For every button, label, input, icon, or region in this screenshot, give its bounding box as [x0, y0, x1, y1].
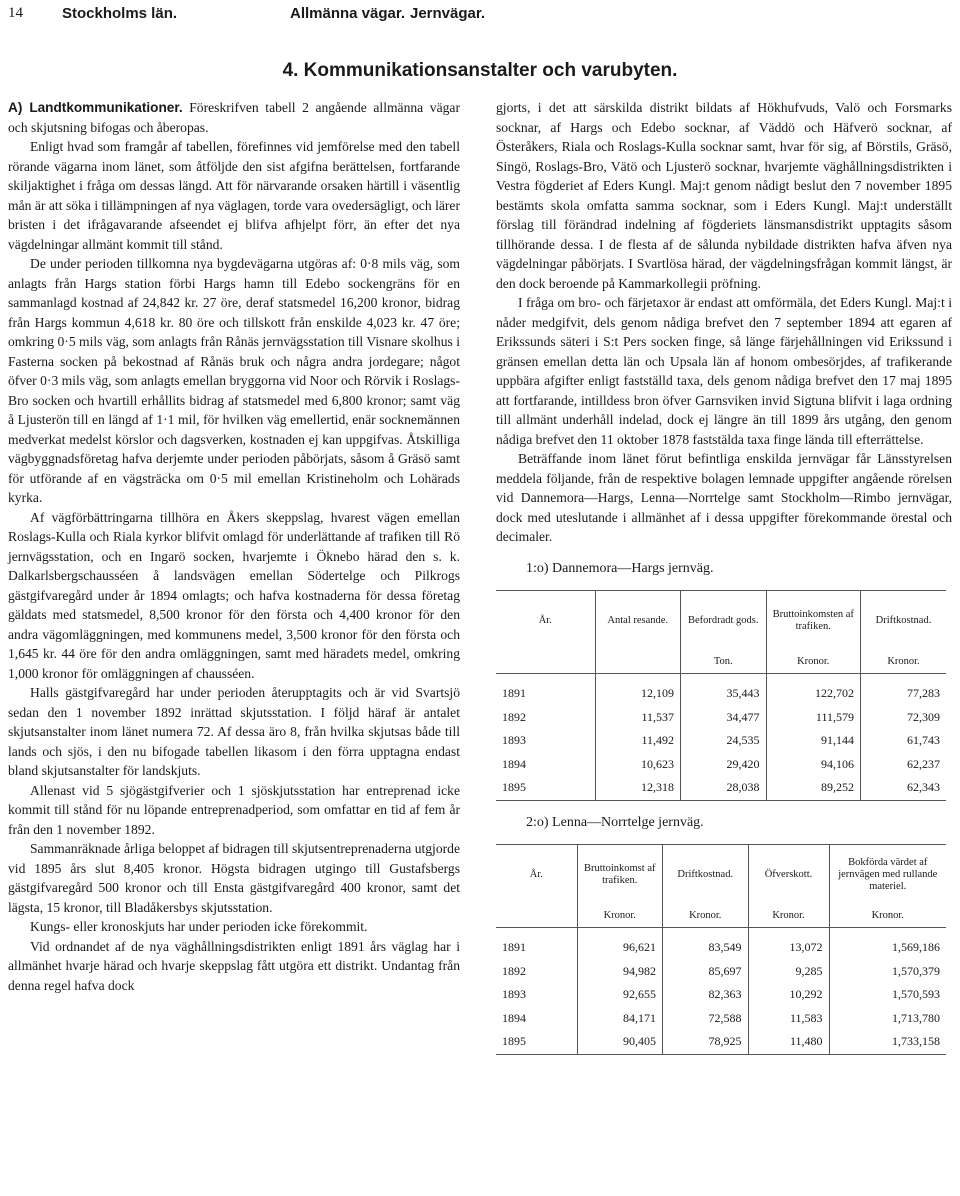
column-header: Driftkostnad. [663, 845, 749, 906]
column-header: Öfverskott. [748, 845, 829, 906]
paragraph: A) Landtkommunikationer. Föreskrifven tabell 2 angående allmänna vägar och skjutsning bifogas och åberopas. [8, 100, 460, 135]
table-dannemora-hargs [496, 590, 946, 801]
column-header: Bokförda värdet af jernvägen med rullande materiel. [829, 845, 946, 906]
table-row: 1893 92,655 82,363 10,292 1,570,593 [496, 983, 946, 1007]
paragraph: Kungs- eller kronoskjuts har under perioden icke förekommit. [30, 919, 368, 934]
paragraph: Vid ordnandet af de nya väghållningsdistrikten enligt 1891 års väglag har i allmänhet hvarje härad och hvarje skeppslag fått utgöra ett distrikt. Undantag från denna regel hafva dock [8, 938, 460, 993]
header-county: Stockholms län. [62, 5, 178, 22]
table-row: 1895 12,318 28,038 89,252 62,343 [496, 776, 946, 800]
page-number: 14 [8, 5, 23, 21]
table-row: 1894 84,171 72,588 11,583 1,713,780 [496, 1007, 946, 1031]
paragraph: Allenast vid 5 sjögästgifverier och 1 sjöskjutsstation har entreprenad icke kommit till stånd för nu löpande entreprenadperiod, som omfattar en tid af fem år från den 1 november 1892. [8, 782, 460, 837]
table-row: 1891 96,621 83,549 13,072 1,569,186 [496, 928, 946, 960]
unit-header: Kronor. [577, 905, 663, 928]
unit-header: Kronor. [829, 905, 946, 928]
column-header: Bruttoinkomst af trafiken. [577, 845, 663, 906]
table1-caption: 1:o) Dannemora—Hargs jernväg. [526, 560, 714, 576]
unit-header [595, 651, 681, 674]
header-topic: Allmänna vägar. [290, 5, 406, 22]
table-row: 1892 94,982 85,697 9,285 1,570,379 [496, 960, 946, 984]
unit-header [496, 905, 577, 928]
table-row: 1893 11,492 24,535 91,144 61,743 [496, 729, 946, 753]
column-header: År. [538, 615, 552, 626]
left-column [8, 98, 460, 995]
column-header: Befordradt gods. [681, 591, 767, 652]
header-subtopic: Jernvägar. [410, 5, 486, 22]
column-header: Driftkostnad. [861, 591, 947, 652]
table-row: 1891 12,109 35,443 122,702 77,283 [496, 674, 946, 706]
unit-header [496, 651, 595, 674]
paragraph: De under perioden tillkomna nya bygdevägarna utgöras af: 0·8 mils väg, som anlagts från Hargs station förbi Hargs hamn till Edebo sockengräns för en sammanlagd kostnad af 24,842 kr. 27 öre, deraf statsmedel 16,200 kronor, bidrag från Hargs kommun 4,618 kr. 80 öre och tillskott från enskilde 4,023 kr. 47 öre; omkring 0·5 mils väg, som anlagts från Rånäs jernvägsstation till Visnare skolhus i Fasterna socken på bekostnad af Rånäs bruk och några andra jordegare; något öfver 0·3 mils väg, som anlagts emellan bryggorna vid Noor och Rörvik i Roslags-Bro socken och hvartill erhållits bidrag af statsmedel med 6,800 kronor; samt väg å Ljusterön till en längd af 1·1 mil, för hvilken väg emellertid, enär socknemännen medverkat medelst körslor och dagsverken, kostnaden ej kan uppgifvas. Åtskilliga vägbyggnadsföretag hafva derjemte under perioden påbörjats, såsom å Gräsö samt för utförande af en vägsträcka om 0·5 mil emellan Kristineholm och Lohärads kyrka. [8, 256, 460, 505]
lead-heading: A) Landtkommunikationer. [8, 100, 183, 115]
table-row: 1894 10,623 29,420 94,106 62,237 [496, 753, 946, 777]
column-header: Bruttoinkomsten af trafiken. [766, 591, 861, 652]
unit-header: Kronor. [663, 905, 749, 928]
paragraph: gjorts, i det att särskilda distrikt bildats af Hökhufvuds, Valö och Forsmarks socknar, af Hargs och Edebo socknar, af Väddö och Häfverö socknar, af Österåkers, Riala och Roslags-Kulla socknar samt, hvar för sig, af Börstils, Gräsö, Singö, Roslags-Bro, Vätö och Ljusterö socknar, hvarjemte väghållningsdistrikten i Vestra fögderiet af Eders Kungl. Maj:t genom nådigt beslut den 7 november 1895 bestämts skola omfatta samma socknar, som i Eders Kungl. Maj:t underställt förslag till förändrad indelning af fögderiets länsmansdistrikt upptagits såsom tillhörande dessa. I de flesta af de sålunda nybildade distrikten hafva äfven nya vägdelningar påbörjats. I Svartlösa härad, der vägdelningsfrågan kommit längst, är den dock beroende på Kammarkollegii pröfning. [496, 100, 952, 291]
paragraph: Halls gästgifvaregård har under perioden återupptagits och är vid Svartsjö sedan den 1 november 1892 inrättad skjutsstation. I följd häraf är antalet skjutsanstalter inom länet numera 72. Af dessa äro 8, från hvilka skjutsas både till lands och sjös, i den nu bifogade tabellen likasom i den förra upptagna endast bland skjutsanstalter för landskjuts. [8, 685, 460, 778]
unit-header: Kronor. [766, 651, 861, 674]
paragraph: Beträffande inom länet förut befintliga enskilda jernvägar får Länsstyrelsen meddela följande, från de respektive bolagen lemnade uppgifter angående rörelsen vid Dannemora—Hargs, Lenna—Norrtelge samt Stockholm—Rimbo jernvägar, dock med uteslutande i allmänhet af i dessa uppgifter förekommande örestal och decimaler. [496, 451, 952, 544]
column-header: Antal resande. [595, 591, 681, 652]
table-row: 1892 11,537 34,477 111,579 72,309 [496, 706, 946, 730]
paragraph: Sammanräknade årliga beloppet af bidragen till skjutsentreprenaderna utgjorde vid 1895 års slut 8,405 kronor. Högsta bidragen utgingo till Gustafsbergs gästgifvaregård 500 kronor och till Ensta gästgifvaregård 400 kronor, samt det lägsta, 15 kronor, till Bladåkersbys skjutsstation. [8, 841, 460, 915]
unit-header: Ton. [681, 651, 767, 674]
section-title: 4. Kommunikationsanstalter och varubyten. [282, 60, 678, 81]
paragraph: I fråga om bro- och färjetaxor är endast att omförmäla, det Eders Kungl. Maj:t i nåder medgifvit, dels genom nådiga brefvet den 7 september 1894 att egaren af Erikssunds säteri i S:t Pers socken finge, så länge färjehållningen vid Erikssund i gränsen emellan detta län och Upsala län af honom ombesörjdes, af trafikerande uppbära afgifter enligt fastställd taxa, dels genom nådiga brefvet den 17 maj 1895 att fortfarande, intilldess bron öfver Garnsviken invid Sigtuna blifvit i laga ordning till allmänt underhåll indelad, dock ej längre än till 1899 års utgång, den genom nådiga brefvet den 11 oktober 1878 faststälda taxa finge lända till efterrättelse. [496, 295, 952, 447]
unit-header: Kronor. [748, 905, 829, 928]
table-row: 1895 90,405 78,925 11,480 1,733,158 [496, 1030, 946, 1054]
table2-caption: 2:o) Lenna—Norrtelge jernväg. [526, 814, 704, 830]
table-lenna-norrtelge [496, 844, 946, 1055]
column-header: År. [529, 869, 543, 880]
unit-header: Kronor. [861, 651, 947, 674]
paragraph: Enligt hvad som framgår af tabellen, förefinnes vid jemförelse med den tabell rörande vägarna inom länet, som åtföljde den sist afgifna berättelsen, fortfarande skiljaktighet i fråga om dessas längd. Att för närvarande orsaken härtill i väsentlig mån är att söka i tillämpningen af nya väglagen, torde vara ovedersägligt, och lärer bristen i det ifrågavarande afseendet ej blifva afhjelpt förr, än efter det nya vägdelningar allmänt kommit till stånd. [8, 139, 460, 252]
running-header [0, 0, 960, 26]
paragraph: Af vägförbättringarna tillhöra en Åkers skeppslag, hvarest vägen emellan Roslags-Kulla och Riala kyrkor blifvit omlagd för underlättande af trafiken till Rö jernvägsstation, och en Ingarö socken, hvarjemte i Öknebo härad den s. k. Dalkarlsbergschausséen å landsvägen emellan Södertelge och Pilkrogs gästgifvaregård under år 1894 omlagts; och hafva kostnaderna för dessa företag gäldats med statsmedel, 8,500 kronor för den första och 4,400 kronor för den andra vägomläggningen, med kommunens medel, 3,500 kronor för den första och 1,645 kr. 44 öre för den andra omläggningen, samt med häradets medel, omkring 1,000 kronor för omläggningen af chausséen. [8, 509, 460, 681]
right-column [496, 98, 952, 1055]
